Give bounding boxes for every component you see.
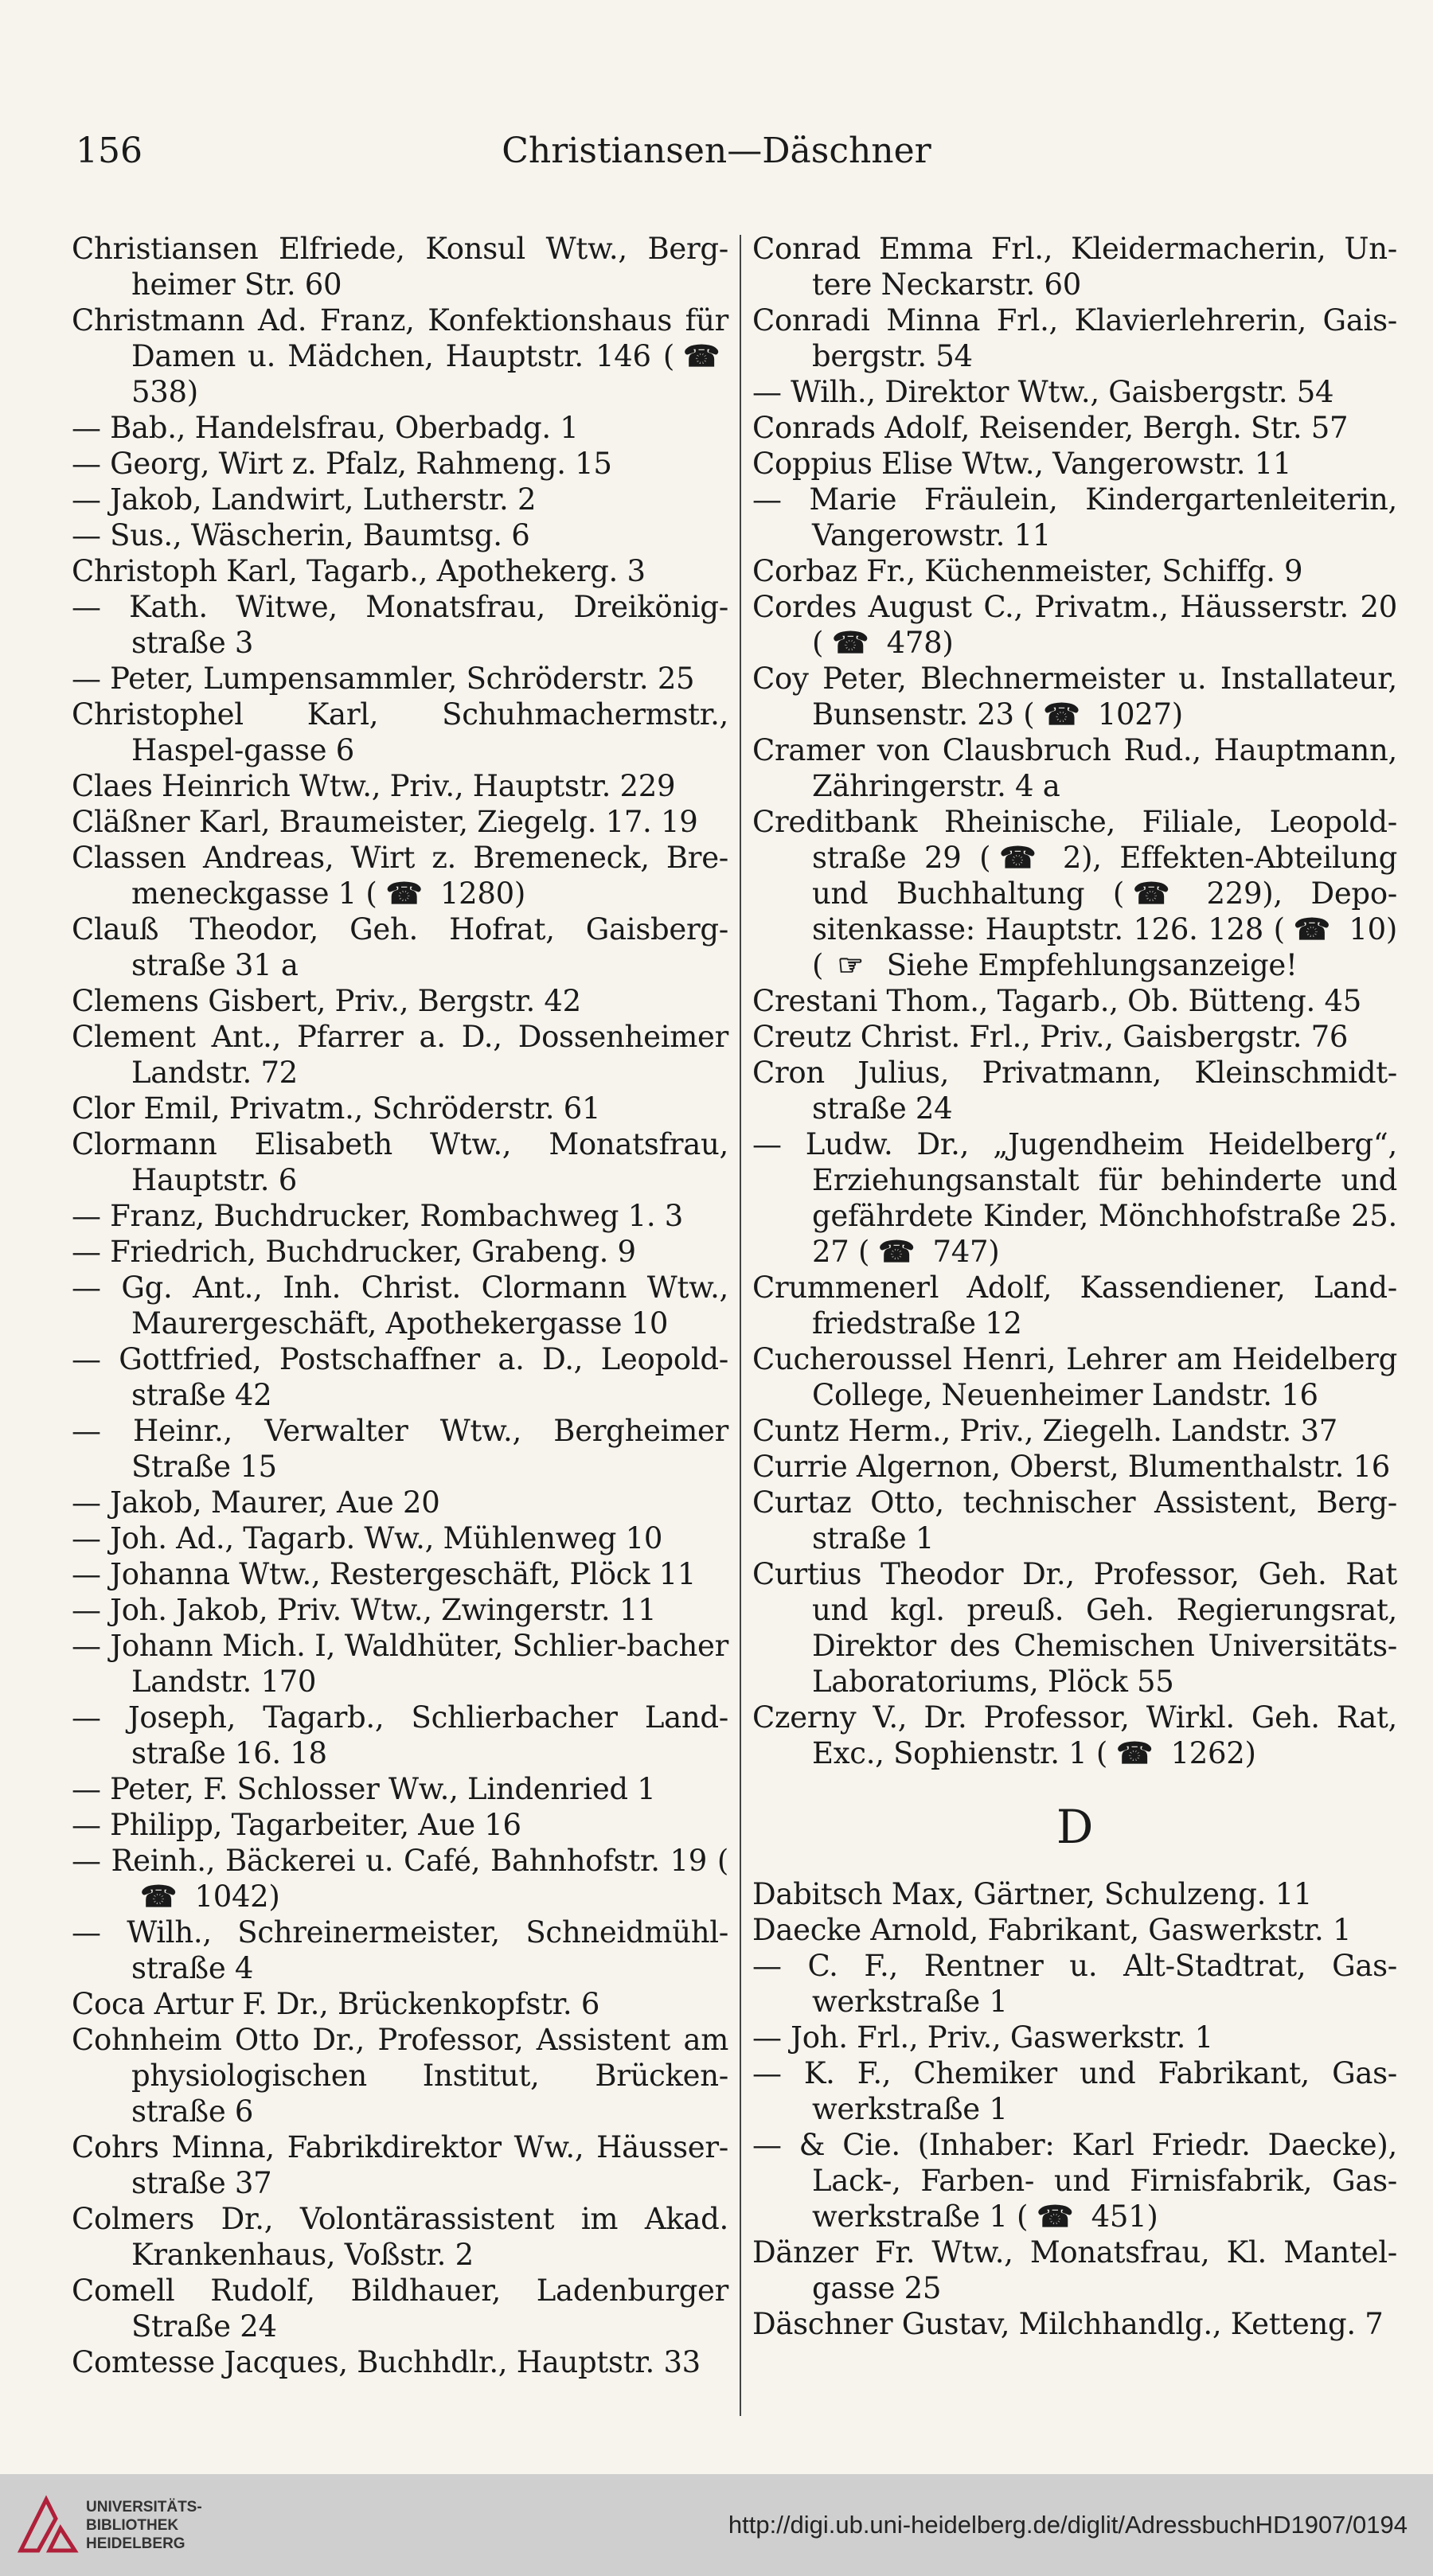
directory-entry: Cläßner Karl, Braumeister, Ziegelg. 17. 19 <box>72 805 698 839</box>
directory-entry: — Joseph, Tagarb., Schlierbacher Land-straße 16. 18 <box>72 1700 728 1770</box>
page-number: 156 <box>76 131 143 171</box>
library-logo-icon <box>14 2492 81 2558</box>
directory-entry: Colmers Dr., Volontärassistent im Akad. Krankenhaus, Voßstr. 2 <box>72 2202 728 2272</box>
section-letter-heading: D <box>1056 1800 1094 1854</box>
directory-entry: Clor Emil, Privatm., Schröderstr. 61 <box>72 1091 601 1126</box>
directory-entry: — Ludw. Dr., „Jugendheim Heidelberg“, Erziehungsanstalt für behinderte und gefährdete Kinder, Mönchhofstraße 25. 27 ( ☎ 747) <box>752 1127 1397 1269</box>
directory-entry: Coy Peter, Blechnermeister u. Installateur, Bunsenstr. 23 ( ☎ 1027) <box>752 662 1397 732</box>
pointing-hand-icon: ☞ <box>837 947 864 982</box>
directory-entry: Cucheroussel Henri, Lehrer am Heidelberg College, Neuenheimer Landstr. 16 <box>752 1342 1397 1412</box>
directory-entry: Creutz Christ. Frl., Priv., Gaisbergstr. 76 <box>752 1020 1349 1054</box>
directory-entry: Creditbank Rheinische, Filiale, Leopold-straße 29 ( ☎ 2), Effekten-Abteilung und Buchhaltung ( ☎ 229), Depo-sitenkasse: Hauptstr. 126. 128 ( ☎ 10) ( ☞ Siehe Empfehlungsanzeige! <box>752 805 1397 982</box>
directory-entry: Czerny V., Dr. Professor, Wirkl. Geh. Rat, Exc., Sophienstr. 1 ( ☎ 1262) <box>752 1700 1397 1770</box>
directory-entry: — Peter, F. Schlosser Ww., Lindenried 1 <box>72 1772 656 1806</box>
directory-entry: Christoph Karl, Tagarb., Apothekerg. 3 <box>72 554 646 588</box>
telephone-icon: ☎ <box>385 876 423 911</box>
telephone-icon: ☎ <box>683 338 720 373</box>
directory-entry: — Johann Mich. I, Waldhüter, Schlier-bacher Landstr. 170 <box>72 1629 728 1699</box>
directory-entry: — Gottfried, Postschaffner a. D., Leopold-straße 42 <box>72 1342 728 1412</box>
directory-entry: Clement Ant., Pfarrer a. D., Dossenheimer Landstr. 72 <box>72 1020 728 1090</box>
directory-entry: Curtaz Otto, technischer Assistent, Berg-straße 1 <box>752 1485 1397 1555</box>
directory-entry: Corbaz Fr., Küchenmeister, Schiffg. 9 <box>752 554 1303 588</box>
column-divider <box>740 235 741 2416</box>
directory-entry: Comell Rudolf, Bildhauer, Ladenburger Straße 24 <box>72 2274 728 2344</box>
directory-entry: Clormann Elisabeth Wtw., Monatsfrau, Hauptstr. 6 <box>72 1127 728 1197</box>
directory-entry: — Gg. Ant., Inh. Christ. Clormann Wtw., Maurergeschäft, Apothekergasse 10 <box>72 1270 728 1341</box>
directory-entry: Dabitsch Max, Gärtner, Schulzeng. 11 <box>752 1877 1313 1911</box>
telephone-icon: ☎ <box>1037 2199 1074 2234</box>
directory-entry: — Marie Fräulein, Kindergartenleiterin, Vangerowstr. 11 <box>752 482 1397 552</box>
library-name: UNIVERSITÄTS- BIBLIOTHEK HEIDELBERG <box>86 2499 202 2552</box>
directory-entry: Clemens Gisbert, Priv., Bergstr. 42 <box>72 984 581 1018</box>
directory-entry: Conrads Adolf, Reisender, Bergh. Str. 57 <box>752 411 1349 445</box>
directory-entry: Cramer von Clausbruch Rud., Hauptmann, Zähringerstr. 4 a <box>752 733 1397 803</box>
directory-entry: Clauß Theodor, Geh. Hofrat, Gaisberg-straße 31 a <box>72 912 728 982</box>
directory-entry: — K. F., Chemiker und Fabrikant, Gas-werkstraße 1 <box>752 2056 1397 2126</box>
directory-entry: Conrad Emma Frl., Kleidermacherin, Un-tere Neckarstr. 60 <box>752 232 1397 302</box>
directory-entry: Däschner Gustav, Milchhandlg., Ketteng. 7 <box>752 2307 1384 2341</box>
directory-entry: Classen Andreas, Wirt z. Bremeneck, Bre-meneckgasse 1 ( ☎ 1280) <box>72 841 728 911</box>
directory-entry: — Georg, Wirt z. Pfalz, Rahmeng. 15 <box>72 447 612 481</box>
directory-entry: — Joh. Frl., Priv., Gaswerkstr. 1 <box>752 2020 1213 2055</box>
directory-entry: — & Cie. (Inhaber: Karl Friedr. Daecke), Lack-, Farben- und Firnisfabrik, Gas-werkstraße 1 ( ☎ 451) <box>752 2128 1397 2234</box>
telephone-icon: ☎ <box>140 1879 177 1914</box>
directory-entry: Daecke Arnold, Fabrikant, Gaswerkstr. 1 <box>752 1913 1352 1947</box>
directory-entry: — C. F., Rentner u. Alt-Stadtrat, Gas-werkstraße 1 <box>752 1949 1397 2019</box>
directory-entry: Christmann Ad. Franz, Konfektionshaus für Damen u. Mädchen, Hauptstr. 146 ( ☎ 538) <box>72 303 728 409</box>
left-column <box>72 231 728 2380</box>
directory-entry: — Reinh., Bäckerei u. Café, Bahnhofstr. 19 (☎ 1042) <box>72 1844 728 1914</box>
directory-entry: Conradi Minna Frl., Klavierlehrerin, Gais-bergstr. 54 <box>752 303 1397 373</box>
directory-entry: Claes Heinrich Wtw., Priv., Hauptstr. 229 <box>72 769 676 803</box>
directory-entry: — Friedrich, Buchdrucker, Grabeng. 9 <box>72 1235 636 1269</box>
directory-entry: Christiansen Elfriede, Konsul Wtw., Berg-heimer Str. 60 <box>72 232 728 302</box>
source-url-link[interactable]: http://digi.ub.uni-heidelberg.de/diglit/AdressbuchHD1907/0194 <box>728 2511 1408 2539</box>
directory-entry: Cron Julius, Privatmann, Kleinschmidt-straße 24 <box>752 1056 1397 1126</box>
directory-entry: Dänzer Fr. Wtw., Monatsfrau, Kl. Mantel-gasse 25 <box>752 2235 1397 2305</box>
directory-entry: Cordes August C., Privatm., Häusserstr. 20 ( ☎ 478) <box>752 590 1397 660</box>
telephone-icon: ☎ <box>832 625 869 660</box>
directory-entry: — Jakob, Maurer, Aue 20 <box>72 1485 440 1520</box>
directory-entry: Christophel Karl, Schuhmachermstr., Haspel-gasse 6 <box>72 697 728 767</box>
directory-entry: Crummenerl Adolf, Kassendiener, Land-friedstraße 12 <box>752 1270 1397 1341</box>
directory-entry: — Joh. Jakob, Priv. Wtw., Zwingerstr. 11 <box>72 1593 657 1627</box>
running-head: Christiansen—Däschner <box>502 131 931 171</box>
telephone-icon: ☎ <box>878 1234 915 1269</box>
directory-entry: — Joh. Ad., Tagarb. Ww., Mühlenweg 10 <box>72 1521 663 1555</box>
right-column-d-entries <box>752 1876 1397 2342</box>
directory-entry: Currie Algernon, Oberst, Blumenthalstr. 16 <box>752 1450 1391 1484</box>
directory-entry: Curtius Theodor Dr., Professor, Geh. Rat und kgl. preuß. Geh. Regierungsrat, Direktor des Chemischen Universitäts-Laboratoriums, Plöck 55 <box>752 1557 1397 1699</box>
directory-entry: — Jakob, Landwirt, Lutherstr. 2 <box>72 482 537 517</box>
directory-entry: — Heinr., Verwalter Wtw., Bergheimer Straße 15 <box>72 1414 728 1484</box>
directory-entry: — Philipp, Tagarbeiter, Aue 16 <box>72 1808 521 1842</box>
directory-entry: — Wilh., Direktor Wtw., Gaisbergstr. 54 <box>752 375 1334 409</box>
directory-entry: Crestani Thom., Tagarb., Ob. Bütteng. 45 <box>752 984 1361 1018</box>
directory-entry: Comtesse Jacques, Buchhdlr., Hauptstr. 33 <box>72 2345 701 2379</box>
directory-entry: Cohrs Minna, Fabrikdirektor Ww., Häusser-straße 37 <box>72 2130 728 2200</box>
right-column <box>752 231 1397 2342</box>
footer-bar <box>0 2474 1433 2576</box>
directory-entry: — Johanna Wtw., Restergeschäft, Plöck 11 <box>72 1557 697 1591</box>
directory-entry: — Franz, Buchdrucker, Rombachweg 1. 3 <box>72 1199 684 1233</box>
directory-entry: — Kath. Witwe, Monatsfrau, Dreikönig-straße 3 <box>72 590 728 660</box>
directory-entry: Cohnheim Otto Dr., Professor, Assistent am physiologischen Institut, Brücken-straße 6 <box>72 2023 728 2129</box>
directory-entry: — Sus., Wäscherin, Baumtsg. 6 <box>72 518 530 552</box>
directory-entry: Coca Artur F. Dr., Brückenkopfstr. 6 <box>72 1987 600 2021</box>
right-column-c-entries <box>752 231 1397 1771</box>
telephone-icon: ☎ <box>1116 1735 1153 1770</box>
directory-entry: — Wilh., Schreinermeister, Schneidmühl-straße 4 <box>72 1915 728 1985</box>
telephone-icon: ☎ <box>1133 876 1169 911</box>
directory-entry: — Peter, Lumpensammler, Schröderstr. 25 <box>72 662 695 696</box>
telephone-icon: ☎ <box>1043 697 1080 732</box>
telephone-icon: ☎ <box>999 840 1037 875</box>
telephone-icon: ☎ <box>1293 911 1330 946</box>
directory-entry: Cuntz Herm., Priv., Ziegelh. Landstr. 37 <box>752 1414 1337 1448</box>
directory-entry: Coppius Elise Wtw., Vangerowstr. 11 <box>752 447 1292 481</box>
directory-entry: — Bab., Handelsfrau, Oberbadg. 1 <box>72 411 579 445</box>
